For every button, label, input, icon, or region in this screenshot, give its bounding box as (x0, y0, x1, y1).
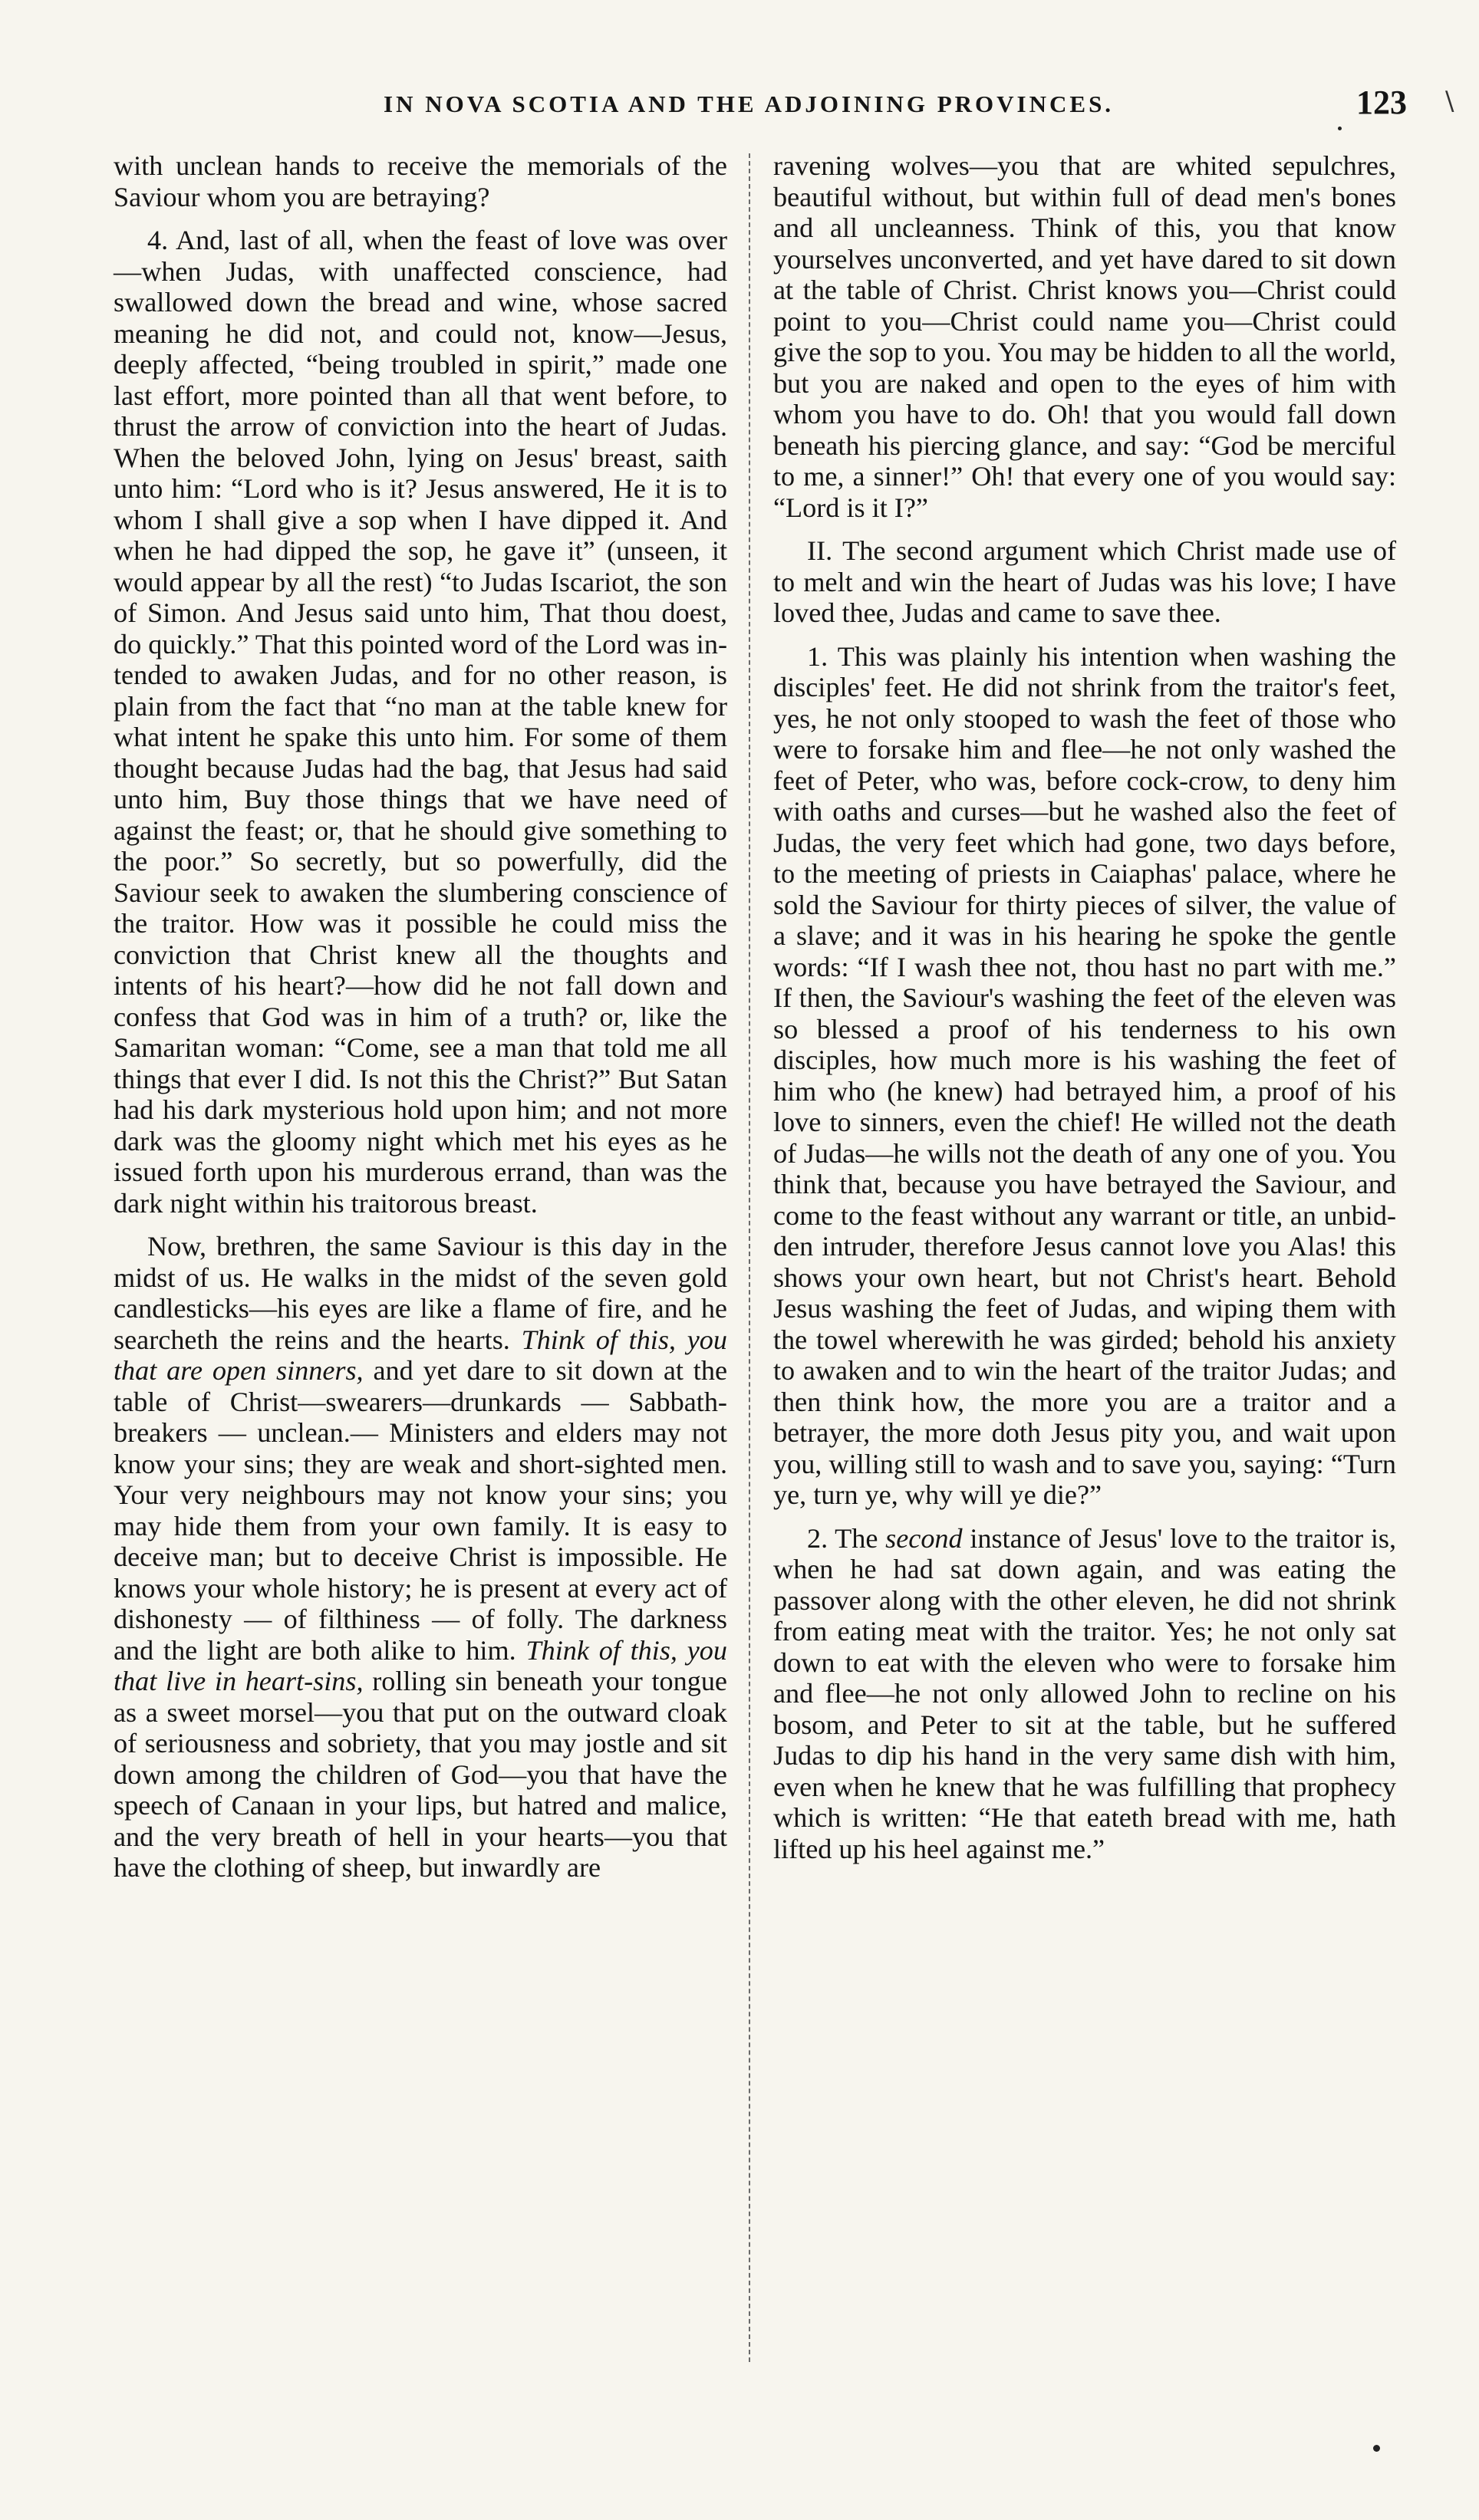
text-run: Now, brethren, the same Saviour is this day in the midst of us. He walks in the midst of the seven gold candlesticks—his eyes are like a flame of fire, and he searcheth the reins and the hearts. (114, 1231, 727, 1355)
section-heading-paragraph: II. The second argument which Christ made use of to melt and win the heart of Judas was his love; I have loved thee, Judas and came to save thee. (773, 535, 1396, 628)
running-title: IN NOVA SCOTIA AND THE ADJOINING PROVINCES. (384, 90, 1115, 117)
paragraph: with unclean hands to receive the memorials of the Saviour whom you are betraying? (114, 150, 727, 212)
ink-speck (1373, 2445, 1380, 2452)
stray-ink-mark: \ (1445, 86, 1454, 117)
right-column (773, 150, 1396, 1877)
text-run: and yet dare to sit down at the table of Christ—swearers—drunkards — Sabbath-breakers — unclean.— Ministers and elders may not know your sins; they are weak and short-sighted men. Your very neighbours may not know your sins; you may hide them from your own family. It is easy to deceive man; but to deceive Christ is impossible. He knows your whole history; he is present at every act of dishonesty — of filthiness — of folly. The darkness and the light are both alike to him. (114, 1355, 727, 1666)
left-column (114, 150, 727, 1896)
paragraph: ravening wolves—you that are whited sepulchres, beautiful without, but within full of dead men's bones and all uncleanness. Think of this, you that know yourselves unconverted, and yet have dared to sit down at the table of Christ. Christ knows you—Christ could point to you—Christ could name you—Christ could give the sop to you. You may be hidden to all the world, but you are naked and open to the eyes of him with whom you have to do. Oh! that you would fall down beneath his piercing glance, and say: “God be merciful to me, a sinner!” Oh! that every one of you would say: “Lord is it I?” (773, 150, 1396, 523)
page-number: 123 (1356, 84, 1407, 121)
italic-phrase: Think of this, you that are open sinners, (114, 1324, 727, 1386)
paragraph (773, 1523, 1396, 1865)
text-run: instance of Jesus' love to the traitor is, when he had sat down again, and was eating the passover along with the other eleven, he did not shrink from eating meat with the traitor. Yes; he not only sat down to eat with the eleven who were to forsake him and flee—he not only allowed John to recline on his bosom, and Peter to sit at the table, but he suffered Judas to dip his hand in the very same dish with him, even when he knew that he was fulfilling that prophecy which is written: “He that eateth bread with me, hath lifted up his heel against me.” (773, 1522, 1396, 1864)
italic-word: second (885, 1522, 963, 1554)
paragraph (114, 1231, 727, 1883)
text-run: rolling sin beneath your tongue as a sweet morsel—you that put on the outward cloak of seriousness and sobriety, that you may jostle and sit down among the children of God—you that have the speech of Canaan in your lips, but hatred and malice, and the very breath of hell in your hearts—you that have the clothing of sheep, but inwardly are (114, 1666, 727, 1883)
text-run: 2. The (807, 1522, 878, 1554)
paragraph: 4. And, last of all, when the feast of love was over—when Judas, with unaffected conscience, had swallowed down the bread and wine, whose sacred meaning he did not, and could not, know—Jesus, deeply affected, “being troubled in spirit,” made one last effort, more pointed than all that went before, to thrust the arrow of conviction into the heart of Judas. When the beloved John, lying on Jesus' breast, saith unto him: “Lord who is it? Jesus answered, He it is to whom I shall give a sop when I have dipped it. And when he had dipped the sop, he gave it” (unseen, it would appear by all the rest) “to Judas Iscariot, the son of Simon. And Jesus said unto him, That thou doest, do quickly.” That this pointed word of the Lord was intended to awaken Judas, and for no other reason, is plain from the fact that “no man at the table knew for what intent he spake this unto him. For some of them thought because Judas had the bag, that Jesus had said unto him, Buy those things that we have need of against the feast; or, that he should give something to the poor.” So secretly, but so powerfully, did the Saviour seek to awaken the slumbering conscience of the traitor. How was it possible he could miss the conviction that Christ knew all the thoughts and intents of his heart?—how did he not fall down and confess that God was in him of a truth? or, like the Samaritan woman: “Come, see a man that told me all things that ever I did. Is not this the Christ?” But Satan had his dark mysterious hold upon him; and not more dark was the gloomy night which met his eyes as he issued forth upon his murderous errand, than was the dark night within his traitorous breast. (114, 225, 728, 1219)
paragraph: 1. This was plainly his intention when washing the disciples' feet. He did not shrink from the traitor's feet, yes, he not only stooped to wash the feet of those who were to forsake him and flee—he not only washed the feet of Peter, who was, before cock-crow, to deny him with oaths and curses—but he washed also the feet of Judas, the very feet which had gone, two days before, to the meeting of priests in Caiaphas' palace, where he sold the Saviour for thirty pieces of silver, the value of a slave; and it was in his hearing he spoke the gentle words: “If I wash thee not, thou hast no part with me.” If then, the Saviour's washing the feet of the eleven was so blessed a proof of his tenderness to his own disciples, how much more is his washing the feet of him who (he knew) had betrayed him, a proof of his love to sinners, even the chief! He willed not the death of Judas—he wills not the death of any one of you. You think that, because you have betrayed the Saviour, and come to the feast without any warrant or title, an unbidden intruder, therefore Jesus cannot love you Alas! this shows your own heart, but not Christ's heart. Behold Jesus washing the feet of Judas, and wiping them with the towel wherewith he was girded; behold his anxiety to awaken and to win the heart of the traitor Judas; and then think how, the more you are a traitor and a betrayer, the more doth Jesus pity you, and wait upon you, willing still to wash and to save you, saying: “Turn ye, turn ye, why will ye die?” (773, 640, 1396, 1510)
column-divider (749, 153, 750, 2362)
italic-phrase: Think of this, you that live in heart-sins, (114, 1634, 727, 1696)
ink-speck (1338, 127, 1342, 130)
